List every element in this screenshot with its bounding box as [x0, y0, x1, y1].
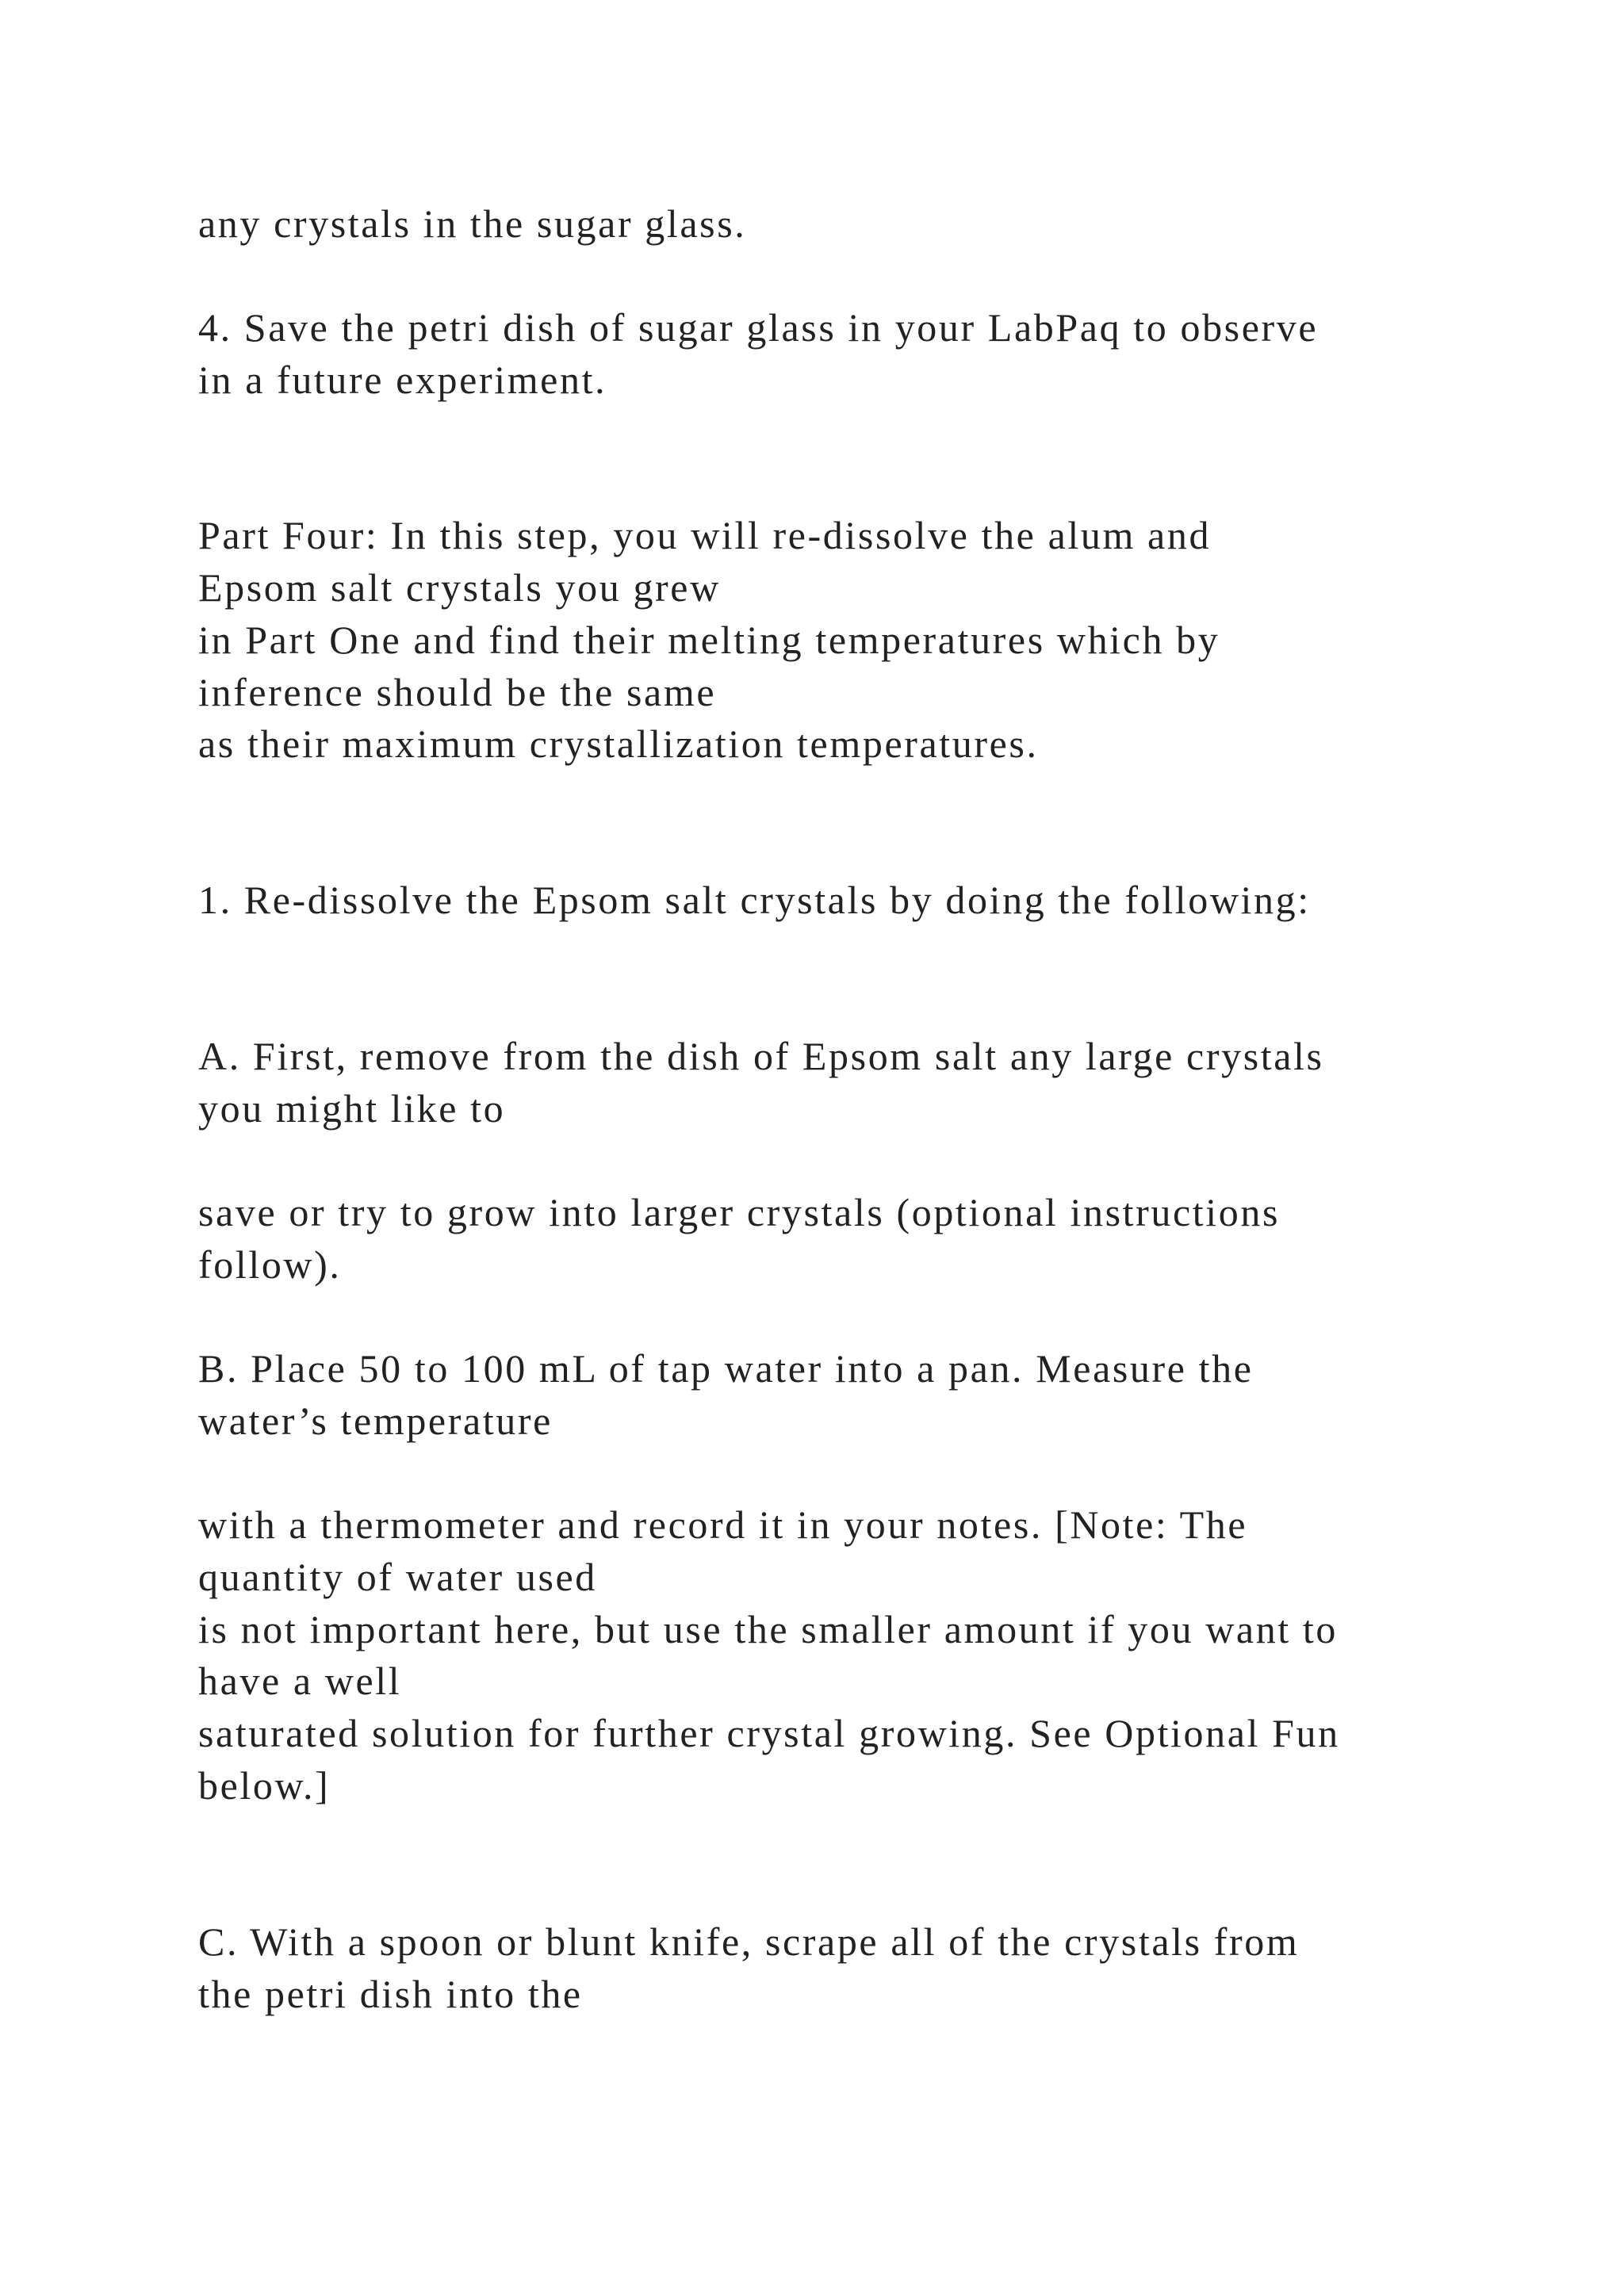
text-line: inference should be the same	[198, 670, 717, 714]
text-line: in Part One and find their melting temperatures which by	[198, 618, 1220, 662]
text-line: quantity of water used	[198, 1555, 597, 1599]
text-line: saturated solution for further crystal growing. See Optional Fun	[198, 1711, 1340, 1755]
text-line: in a future experiment.	[198, 358, 607, 402]
text-line: follow).	[198, 1242, 342, 1287]
text-line: below.]	[198, 1763, 331, 1808]
text-line: as their maximum crystallization temperatures.	[198, 721, 1039, 766]
text-line: is not important here, but use the smaller amount if you want to	[198, 1607, 1338, 1651]
text-line: water’s temperature	[198, 1399, 553, 1443]
text-line: C. With a spoon or blunt knife, scrape all of the crystals from	[198, 1919, 1300, 1964]
text-line: 4. Save the petri dish of sugar glass in your LabPaq to observe	[198, 305, 1319, 350]
text-line: A. First, remove from the dish of Epsom salt any large crystals	[198, 1034, 1324, 1078]
text-line: any crystals in the sugar glass.	[198, 201, 747, 246]
text-line: the petri dish into the	[198, 1972, 583, 2016]
text-line: B. Place 50 to 100 mL of tap water into a pan. Measure the	[198, 1346, 1254, 1391]
text-line: Epsom salt crystals you grew	[198, 565, 721, 610]
text-line: 1. Re-dissolve the Epsom salt crystals by doing the following:	[198, 878, 1311, 922]
text-line: you might like to	[198, 1086, 506, 1131]
text-line: Part Four: In this step, you will re-dissolve the alum and	[198, 513, 1212, 557]
text-line: have a well	[198, 1659, 402, 1703]
text-line: with a thermometer and record it in your notes. [Note: The	[198, 1502, 1248, 1547]
text-line: save or try to grow into larger crystals (optional instructions	[198, 1190, 1281, 1234]
